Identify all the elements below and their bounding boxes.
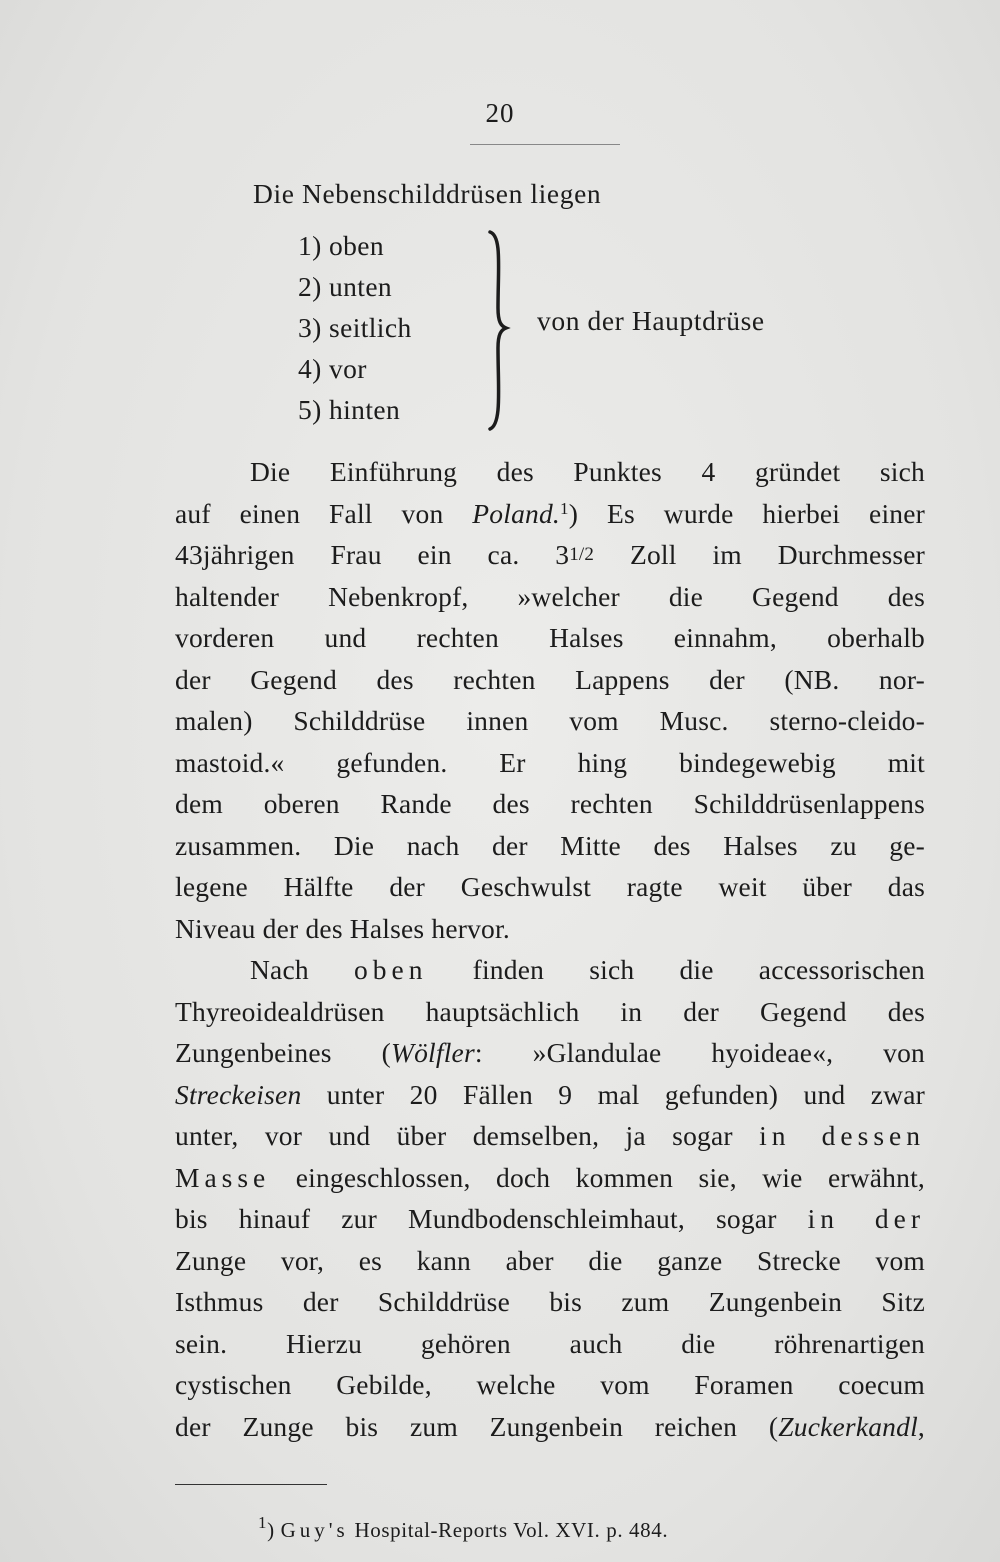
text-line: vorderen und rechten Halses einnahm, oberhalb <box>175 622 925 653</box>
list-item: 2) unten <box>298 271 393 302</box>
position-list <box>298 225 412 430</box>
footnote-rule <box>175 1484 327 1485</box>
brace-label: von der Hauptdrüse <box>537 305 765 336</box>
text-line: der Zunge bis zum Zungenbein reichen (Zuckerkandl, <box>175 1410 925 1442</box>
text-line: Masse eingeschlossen, doch kommen sie, wie erwähnt, <box>175 1161 925 1193</box>
text-line: mastoid.« gefunden. Er hing bindegewebig mit <box>175 746 925 778</box>
text-line: der Gegend des rechten Lappens der (NB. nor- <box>175 663 925 695</box>
spaced-text: in der <box>807 1203 925 1234</box>
spaced-text: Guy's <box>280 1518 349 1542</box>
author-name: Poland. <box>472 497 561 529</box>
text-line: 43jährigen Frau ein ca. 31/2 Zoll im Durchmesser <box>175 539 926 570</box>
text-line: sein. Hierzu gehören auch die röhrenartigen <box>175 1327 925 1359</box>
page-number: 20 <box>485 98 515 128</box>
text-line: cystischen Gebilde, welche vom Foramen coecum <box>175 1369 925 1400</box>
text-line: zusammen. Die nach der Mitte des Halses zu ge- <box>175 829 925 861</box>
author-name: Streckeisen <box>175 1078 302 1110</box>
text-line: auf einen Fall von Poland.$^1$) Es wurde hierbei einer <box>175 497 925 529</box>
curly-brace <box>468 228 518 433</box>
text-line: unter, vor und über demselben, ja sogar in dessen <box>175 1120 925 1151</box>
author-name: Zuckerkandl <box>778 1410 918 1442</box>
list-item: 3) seitlich <box>298 312 412 343</box>
intro-line: Die Nebenschilddrüsen liegen <box>253 178 602 209</box>
text-line: legene Hälfte der Geschwulst ragte weit über das <box>175 871 925 902</box>
header-rule <box>470 144 620 145</box>
text-line: Nach oben finden sich die accessorischen <box>250 954 925 985</box>
text-line: dem oberen Rande des rechten Schilddrüsenlappens <box>175 788 925 819</box>
spaced-text: Masse <box>175 1161 271 1193</box>
text-line: Thyreoidealdrüsen hauptsächlich in der Gegend des <box>175 995 925 1027</box>
list-item: 5) hinten <box>298 394 401 425</box>
spaced-text: oben <box>353 954 428 985</box>
footnote-marker[interactable]: 1 <box>560 498 569 518</box>
text-line: Streckeisen unter 20 Fällen 9 mal gefunden) und zwar <box>175 1078 925 1110</box>
body-text <box>175 451 925 1447</box>
text-line: Zungenbeines (Wölfler: »Glandulae hyoideae«, von <box>175 1037 926 1068</box>
text-line: Niveau der des Halses hervor. <box>175 912 510 944</box>
footnote: $^1$) Guy's Hospital-Reports Vol. XVI. p. 484. <box>258 1513 669 1542</box>
text-line: haltender Nebenkropf, »welcher die Gegend des <box>175 580 925 612</box>
author-name: Wölfler <box>390 1037 475 1068</box>
text-line: bis hinauf zur Mundbodenschleimhaut, sogar in der <box>175 1203 925 1234</box>
text-line: malen) Schilddrüse innen vom Musc. sterno-cleido- <box>175 705 925 736</box>
text-line: Zunge vor, es kann aber die ganze Strecke vom <box>175 1244 925 1276</box>
footnote-marker: 1 <box>258 1513 268 1532</box>
text-line: Isthmus der Schilddrüse bis zum Zungenbein Sitz <box>175 1286 925 1317</box>
list-item: 4) vor <box>298 353 367 384</box>
spaced-text: in dessen <box>759 1120 925 1151</box>
text-line: Die Einführung des Punktes 4 gründet sich <box>250 456 925 487</box>
fraction: 1/2 <box>569 544 595 565</box>
list-item: 1) oben <box>298 230 385 261</box>
